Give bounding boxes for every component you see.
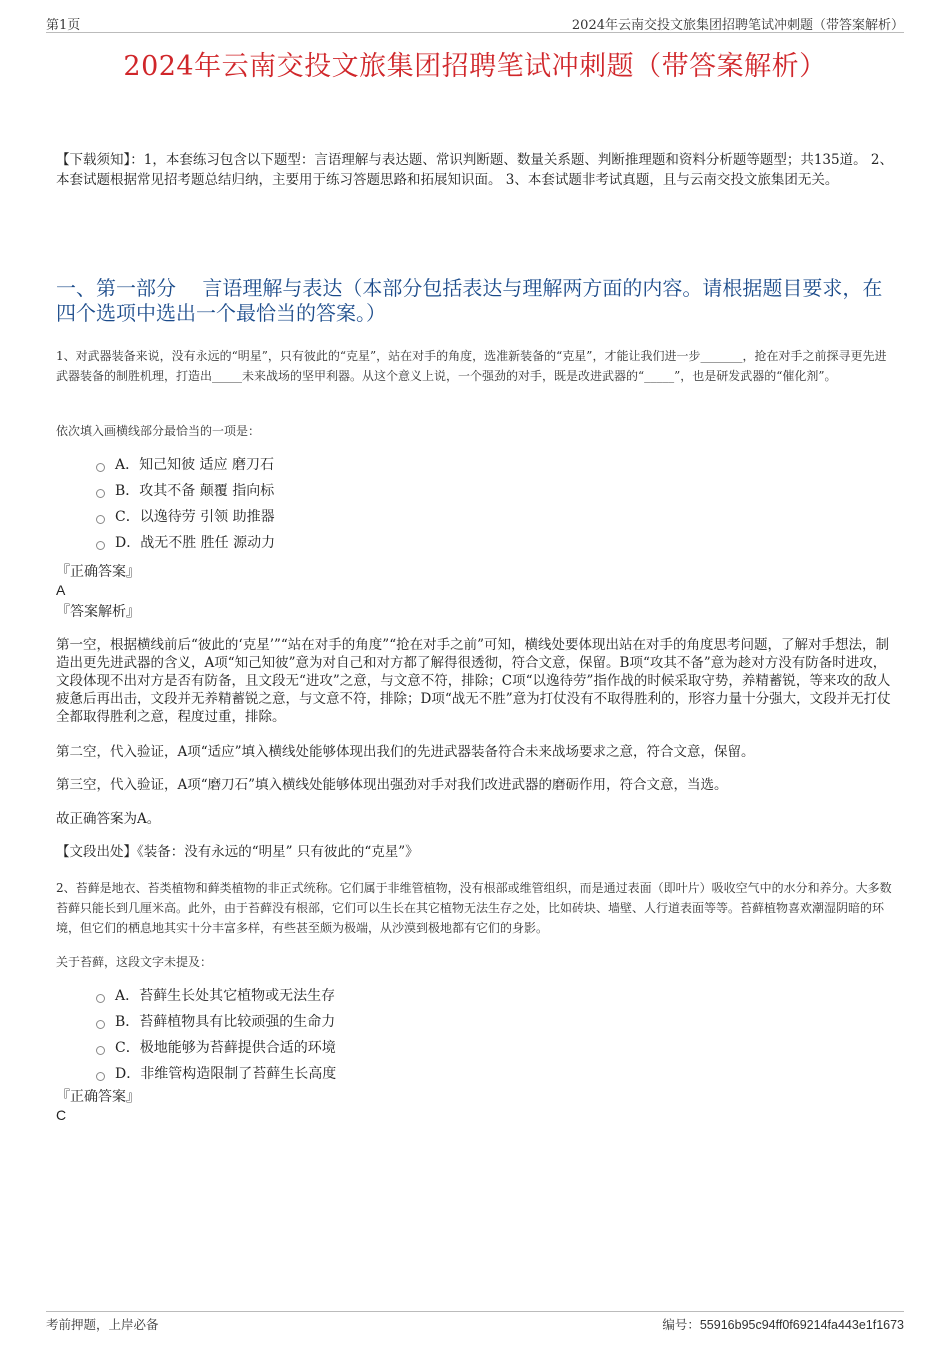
document-title: 2024年云南交投文旅集团招聘笔试冲刺题（带答案解析）	[123, 51, 827, 82]
question-1-option-b[interactable]: B．攻其不备 颠覆 指向标	[96, 478, 275, 504]
footer-slogan: 考前押题，上岸必备	[46, 1317, 159, 1332]
analysis-paragraph-2: 第二空，代入验证，A项“适应”填入横线处能够体现出我们的先进武器装备符合未来战场要求之意，符合文意，保留。	[56, 744, 755, 760]
page-number: 第1页	[46, 18, 81, 33]
header-doc-title: 2024年云南交投文旅集团招聘笔试冲刺题（带答案解析）	[571, 18, 904, 33]
question-1-answer-label: 『正确答案』	[56, 564, 140, 580]
question-1-option-d[interactable]: D．战无不胜 胜任 源动力	[96, 530, 275, 556]
question-1-analysis-label: 『答案解析』	[56, 604, 140, 620]
page-footer	[46, 1311, 904, 1332]
radio-icon[interactable]	[96, 1020, 105, 1029]
radio-icon[interactable]	[96, 994, 105, 1003]
question-2-answer-label: 『正确答案』	[56, 1089, 140, 1105]
question-2-option-a[interactable]: A．苔藓生长处其它植物或无法生存	[96, 983, 336, 1009]
question-1-answer: A	[56, 582, 66, 598]
footer-code: 编号：55916b95c94ff0f69214fa443e1f1673	[662, 1317, 904, 1332]
analysis-paragraph-3: 第三空，代入验证，A项“磨刀石”填入横线处能够体现出强劲对手对我们改进武器的磨砺作用，符合文意，当选。	[56, 777, 728, 793]
radio-icon[interactable]	[96, 541, 105, 550]
question-2-prompt: 关于苔藓，这段文字未提及：	[56, 955, 213, 969]
radio-icon[interactable]	[96, 463, 105, 472]
question-2-option-b[interactable]: B．苔藓植物具有比较顽强的生命力	[96, 1009, 336, 1035]
question-2-option-c[interactable]: C．极地能够为苔藓提供合适的环境	[96, 1035, 336, 1061]
question-1-option-c[interactable]: C．以逸待劳 引领 助推器	[96, 504, 275, 530]
radio-icon[interactable]	[96, 515, 105, 524]
question-1-stem: 1、对武器装备来说，没有永远的“明星”，只有彼此的“克星”，站在对手的角度，选准新装备的“克星”，才能让我们进一步_______，抢在对手之前探寻更先进武器装备的制胜机理，打造出_____未来战场的坚甲利器。从这个意义上说，一个强劲的对手，既是改进武器的“_____”，也是研发武器的“催化剂”。	[56, 349, 887, 383]
radio-icon[interactable]	[96, 1046, 105, 1055]
question-2-option-d[interactable]: D．非维管构造限制了苔藓生长高度	[96, 1061, 336, 1087]
question-1-prompt: 依次填入画横线部分最恰当的一项是：	[56, 424, 261, 438]
download-notice: 【下载须知】：1，本套练习包含以下题型：言语理解与表达题、常识判断题、数量关系题、判断推理题和资料分析题等题型；共135道。 2、本套试题根据常见招考题总结归纳，主要用于练习答题思路和拓展知识面。 3、本套试题非考试真题，且与云南交投文旅集团无关。	[56, 152, 893, 188]
radio-icon[interactable]	[96, 1072, 105, 1081]
section-heading: 一、第一部分 言语理解与表达（本部分包括表达与理解两方面的内容。请根据题目要求，在四个选项中选出一个最恰当的答案。）	[56, 276, 883, 325]
question-1-options	[96, 452, 275, 556]
analysis-paragraph-1: 第一空，根据横线前后“彼此的‘克星’”“站在对手的角度”“抢在对手之前”可知，横线处要体现出站在对手的角度思考问题，了解对手想法，制造出更先进武器的含义，A项“知己知彼”意为对自己和对方都了解得很透彻，符合文意，保留。B项“攻其不备”意为趁对方没有防备时进攻，文段体现不出对方是否有防备，且文段无“进攻”之意，与文意不符，排除；C项“以逸待劳”指作战的时候采取守势，养精蓄锐，等来攻的敌人疲惫后再出击，文段并无养精蓄锐之意，与文意不符，排除；D项“战无不胜”意为打仗没有不取得胜利的，形容力量十分强大，文段并无打仗全都取得胜利之意，程度过重，排除。	[56, 637, 891, 725]
question-2-stem: 2、苔藓是地衣、苔类植物和藓类植物的非正式统称。它们属于非维管植物，没有根部或维管组织，而是通过表面（即叶片）吸收空气中的水分和养分。大多数苔藓只能长到几厘米高。此外，由于苔藓没有根部，它们可以生长在其它植物无法生存之处，比如砖块、墙壁、人行道表面等等。苔藓植物喜欢潮湿阴暗的环境，但它们的栖息地其实十分丰富多样，有些甚至颇为极端，从沙漠到极地都有它们的身影。	[56, 881, 892, 935]
page-header	[46, 14, 904, 33]
analysis-conclusion: 故正确答案为A。	[56, 811, 161, 827]
question-2-answer: C	[56, 1107, 67, 1123]
radio-icon[interactable]	[96, 489, 105, 498]
question-2-options	[96, 983, 336, 1087]
question-1-option-a[interactable]: A．知己知彼 适应 磨刀石	[96, 452, 275, 478]
analysis-source: 【文段出处】《装备：没有永远的“明星” 只有彼此的“克星”》	[56, 844, 419, 860]
